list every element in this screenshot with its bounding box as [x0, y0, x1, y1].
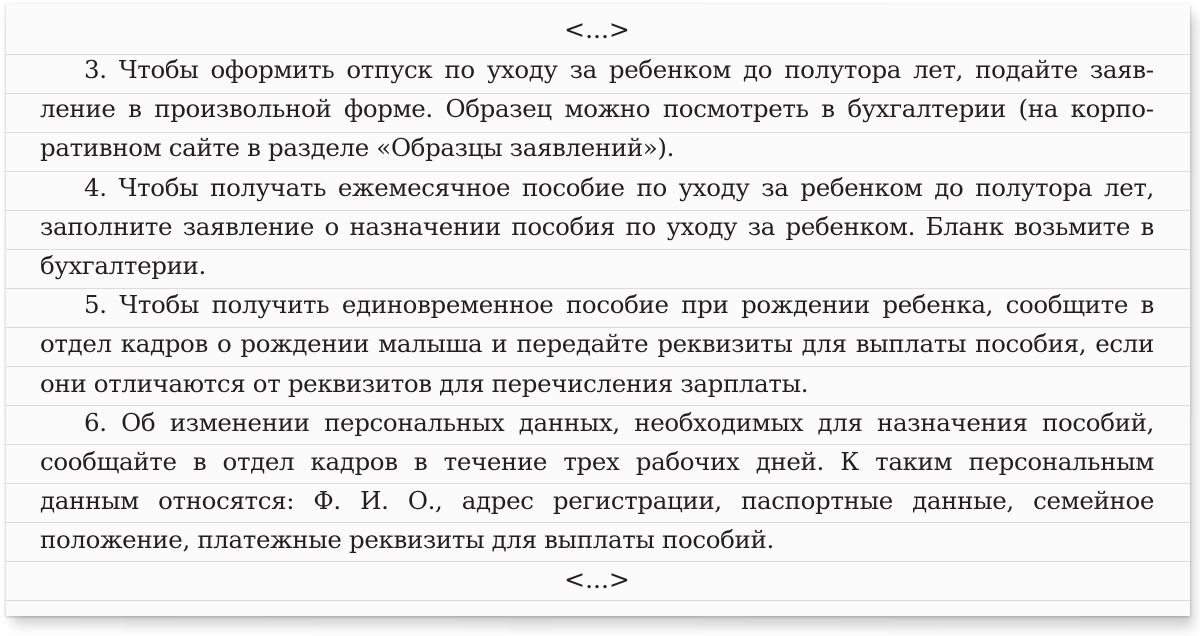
- paragraph-6: 6. Об изменении персональных данных, необходимых для назначения пособий, сообщайте в отдел кадров в течение трех рабочих дней. К таким персональным данным относятся: Ф. И. О., адрес регистрации, паспортные данные, семейное положение, платежные реквизиты для выплаты пособий.: [40, 407, 1154, 555]
- paragraph-3: 3. Чтобы оформить отпуск по уходу за ребенком до полутора лет, подайте заявление в произвольной форме. Образец можно посмотреть в бухгалтерии (на корпоративном сайте в разделе «Образцы заявлений»).: [40, 55, 1154, 163]
- lined-paper-sheet: [6, 4, 1190, 616]
- paragraph-5: 5. Чтобы получить единовременное пособие при рождении ребенка, сообщите в отдел кадров о рождении малыша и передайте реквизиты для выплаты пособия, если они отличаются от реквизитов для перечисления зарплаты.: [40, 290, 1154, 398]
- omission-marker-bottom: <...>: [564, 564, 630, 594]
- paragraph-4: 4. Чтобы получать ежемесячное пособие по уходу за ребенком до полутора лет, заполните заявление о назначении пособия по уходу за ребенком. Бланк возьмите в бухгалтерии.: [40, 172, 1154, 281]
- omission-marker-top: <...>: [564, 15, 630, 44]
